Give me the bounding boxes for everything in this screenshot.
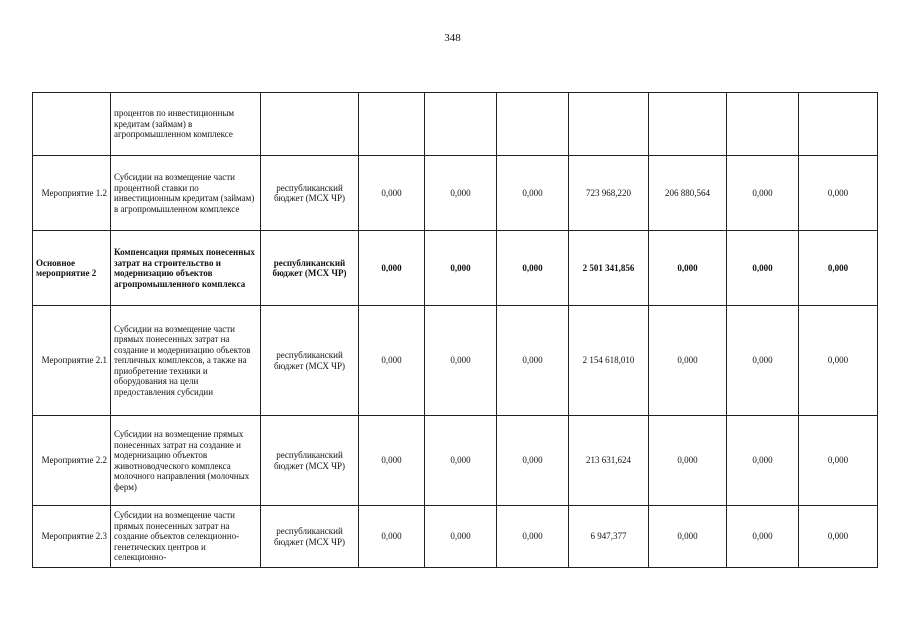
event-name-cell: Субсидии на возмещение части процентной ставки по инвестиционным кредитам (займам) в агропромышленном комплексе [111,156,261,231]
event-code-cell: Мероприятие 2.3 [33,506,111,568]
value-cell: 0,000 [425,231,497,306]
event-code-cell: Мероприятие 2.1 [33,306,111,416]
value-cell: 0,000 [799,156,878,231]
event-name-cell: Субсидии на возмещение прямых понесенных затрат на создание и модернизацию объектов животноводческого комплекса молочного направления (молочных ферм) [111,416,261,506]
value-cell [799,93,878,156]
value-cell: 0,000 [497,156,569,231]
value-cell: 0,000 [727,306,799,416]
value-cell: 0,000 [727,416,799,506]
event-code-cell: Основное мероприятие 2 [33,231,111,306]
value-cell: 0,000 [649,231,727,306]
value-cell [425,93,497,156]
value-cell: 0,000 [497,231,569,306]
value-cell: 723 968,220 [569,156,649,231]
value-cell [497,93,569,156]
value-cell: 0,000 [799,416,878,506]
value-cell: 0,000 [727,231,799,306]
value-cell [569,93,649,156]
value-cell: 0,000 [425,416,497,506]
event-name-cell: Компенсация прямых понесенных затрат на строительство и модернизацию объектов агропромышленного комплекса [111,231,261,306]
value-cell: 0,000 [799,231,878,306]
value-cell [649,93,727,156]
page-number: 348 [444,32,461,44]
funding-source-cell: республиканский бюджет (МСХ ЧР) [261,156,359,231]
table-row [33,506,878,568]
value-cell: 0,000 [497,506,569,568]
table-row [33,93,878,156]
value-cell: 0,000 [425,306,497,416]
funding-source-cell: республиканский бюджет (МСХ ЧР) [261,506,359,568]
value-cell: 0,000 [799,506,878,568]
table-row [33,156,878,231]
value-cell: 0,000 [727,156,799,231]
value-cell: 0,000 [359,306,425,416]
value-cell: 213 631,624 [569,416,649,506]
value-cell: 0,000 [425,156,497,231]
event-code-cell: Мероприятие 2.2 [33,416,111,506]
table-row [33,231,878,306]
value-cell: 0,000 [649,306,727,416]
funding-source-cell [261,93,359,156]
value-cell: 0,000 [727,506,799,568]
value-cell: 0,000 [497,306,569,416]
value-cell: 2 154 618,010 [569,306,649,416]
event-name-cell: Субсидии на возмещение части прямых понесенных затрат на создание объектов селекционно-генетических центров и селекционно- [111,506,261,568]
value-cell: 0,000 [799,306,878,416]
value-cell: 0,000 [649,506,727,568]
value-cell [359,93,425,156]
value-cell: 206 880,564 [649,156,727,231]
funding-source-cell: республиканский бюджет (МСХ ЧР) [261,231,359,306]
funding-source-cell: республиканский бюджет (МСХ ЧР) [261,416,359,506]
table-row [33,306,878,416]
value-cell: 0,000 [359,506,425,568]
value-cell: 2 501 341,856 [569,231,649,306]
value-cell: 0,000 [359,416,425,506]
table-row [33,416,878,506]
value-cell: 0,000 [497,416,569,506]
value-cell: 0,000 [649,416,727,506]
budget-table [32,92,878,568]
event-name-cell: процентов по инвестиционным кредитам (займам) в агропромышленном комплексе [111,93,261,156]
value-cell: 0,000 [359,231,425,306]
funding-source-cell: республиканский бюджет (МСХ ЧР) [261,306,359,416]
value-cell: 0,000 [425,506,497,568]
value-cell [727,93,799,156]
value-cell: 6 947,377 [569,506,649,568]
event-name-cell: Субсидии на возмещение части прямых понесенных затрат на создание и модернизацию объектов тепличных комплексов, а также на приобретение техники и оборудования на цели предоставления субсидии [111,306,261,416]
value-cell: 0,000 [359,156,425,231]
event-code-cell: Мероприятие 1.2 [33,156,111,231]
event-code-cell [33,93,111,156]
